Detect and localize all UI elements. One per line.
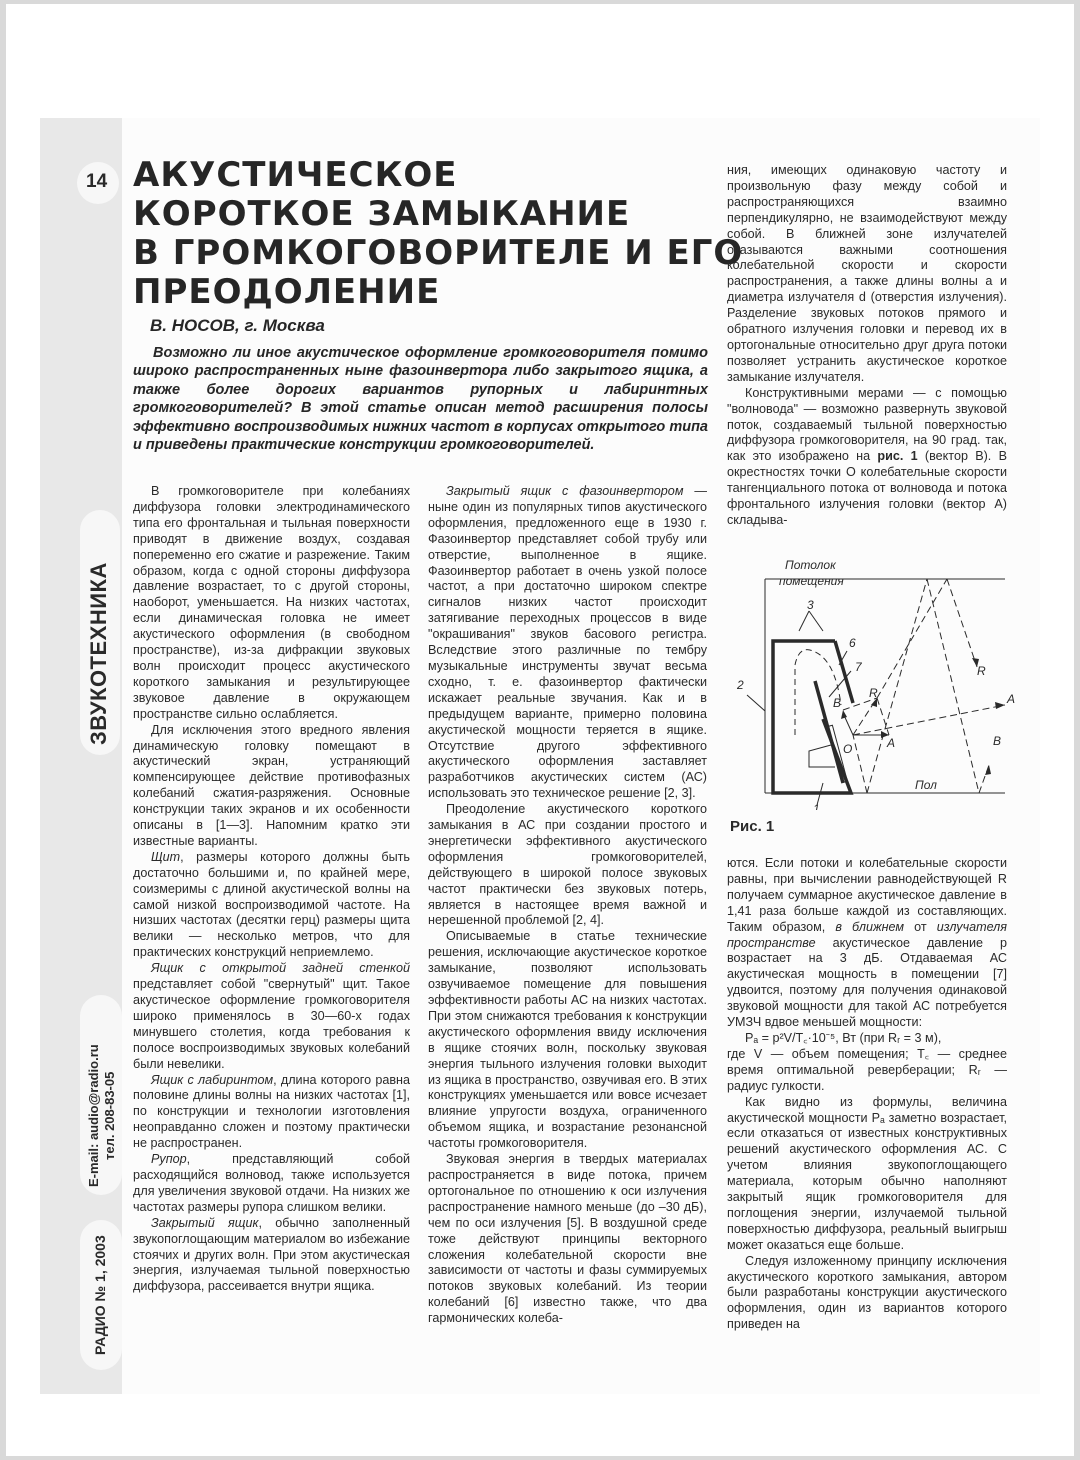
speaker-diagram	[727, 555, 1017, 810]
paragraph: Как видно из формулы, величина акустической мощности Pₐ заметно возрастает, если отказаться от известных конструктивных решений акустического оформления АС. С учетом влияния звукопоглощающего материала, которым обычно наполняют закрытый ящик громкоговорителя для поглощения энергии, излучаемой тыльной поверхностью диффузора, реальный выигрыш может оказаться еще больше.	[727, 1094, 1007, 1252]
label-6: 6	[849, 636, 856, 650]
label-2: 2	[737, 678, 744, 692]
paragraph-text: от	[904, 919, 937, 934]
paragraph: ния, имеющих одинаковую частоту и произвольную фазу между собой и распространяющихся взаимно перпендикулярно, не взаимодействуют между собой. В ближней зоне излучателей оказываются важными соотношения колебательной скорости и скорости распространения, а также длины волны a и диаметра излучателя d (отверстия излучения). Разделение звуковых потоков прямого и обратного излучения головки и перевод их в ортогональные относительно друг друга потоки позволяет устранить акустическое короткое замыкание излучателя.	[727, 163, 1007, 384]
paragraph-text: , обычно заполненный звукопоглощающим материалом во избежание стоячих и других волн. При этом акустическая энергия, излучаемая тыльной поверхностью диффузора, рассеивается внутри ящика.	[133, 1215, 410, 1294]
paragraph-text: , представляющий собой расходящийся волновод, также используется для увеличения звуковой отдачи. На низких же частотах размеры рупора слишком велики.	[133, 1152, 410, 1214]
byline: В. НОСОВ, г. Москва	[150, 316, 325, 335]
paragraph-text: , длина которого равна половине длины волны на низких частотах [1], по конструкции и технологии изготовления неоправданно сложен и поэтому практически не распространен.	[133, 1072, 410, 1151]
paragraph: Для исключения этого вредного явления динамическую головку помещают в акустический экран, устраняющий компенсирующее действие противофазных колебаний сжатия-разряжения. Основные конструкции таких экранов и их особенности описаны в [1—3]. Напомним кратко эти известные варианты.	[133, 722, 410, 848]
paragraph-text: , размеры которого должны быть достаточно большими и, по крайней мере, соизмеримы с длиной акустической волны на самой низкой воспроизводимой частоте. На низших частотах (десятки герц) размеры щита велики — несколько метров, что для практических конструкций неприемлемо.	[133, 849, 410, 960]
paragraph: В громкоговорителе при колебаниях диффузора головки электродинамического типа его фронтальная и тыльная поверхности приводят в движение воздух, создавая попеременно его сжатие и разрежение. Таким образом, когда с одной стороны диффузора давление возрастает, то с другой стороны, наоборот, уменьшается. На низких частотах, если динамическая головка не имеет акустического оформления (в свободном пространстве), из-за дифракции звуковых волн происходит процесс акустического короткого замыкания и результирующее звуковое давление в окружающем пространстве сильно ослабляется.	[133, 484, 410, 721]
paragraph	[133, 1073, 410, 1153]
page-number: 14	[86, 171, 108, 192]
label-ceiling: Потолок	[785, 558, 836, 572]
label-vector-r-small: R	[869, 686, 878, 700]
term: Щит	[151, 849, 181, 864]
label-vector-a-small: A	[887, 736, 896, 750]
label-3: 3	[807, 598, 814, 612]
section-label: ЗВУКОТЕХНИКА	[86, 562, 111, 745]
power-formula: Pₐ = p²V/T꜀·10⁻⁵, Вт (при Rᵣ = 3 м),	[745, 1030, 942, 1045]
paragraph	[727, 386, 1007, 529]
paragraph	[133, 1152, 410, 1216]
title-line: ПРЕОДОЛЕНИЕ	[133, 272, 441, 312]
label-1: 1	[813, 802, 820, 810]
column-3-bottom	[727, 856, 1007, 1333]
term: Рупор	[151, 1152, 187, 1167]
figure-1-diagram	[727, 555, 1017, 810]
term: Закрытый ящик	[151, 1215, 259, 1230]
label-floor: Пол	[915, 778, 937, 792]
label-7: 7	[855, 660, 862, 674]
article-title	[133, 155, 744, 312]
label-point-o: O	[843, 742, 853, 756]
term: Закрытый ящик с фазоинвертором	[446, 484, 684, 498]
label-vector-a: A	[1007, 692, 1016, 706]
lead-paragraph: Возможно ли иное акустическое оформление громкоговорителя помимо широко распространенных ныне фазоинвертора либо закрытого ящика, а также более дорогих вариантов рупорных и лабиринтных громкоговорителей? В этой статье описан метод расширения полосы эффективно воспроизводимых нижних частот в корпусах открытого типа и приведены практические конструкции громкоговорителей.	[133, 345, 708, 454]
paragraph	[727, 856, 1007, 1031]
paragraph-text: Конструктивными мерами — с помощью "волновода" — возможно развернуть звуковой поток, создаваемый тыльной поверхностью диффузора громкоговорителя, на 90 град. так, как это изображено на	[727, 385, 1007, 464]
title-line: АКУСТИЧЕСКОЕ	[133, 155, 458, 195]
paragraph-text: ются. Если потоки и колебательные скорости равны, при вычислении равнодействующей R получаем суммарное акустическое давление в 1,41 раза больше каждой из составляющих. Таким образом,	[727, 856, 1007, 934]
emphasis: излучателя пространстве	[727, 919, 1008, 950]
contact-email: E-mail: audio@radio.ru	[86, 1044, 101, 1187]
column-3-top	[727, 163, 1007, 529]
column-1	[133, 484, 410, 1295]
left-margin-strip	[40, 118, 122, 1394]
term: Ящик с лабиринтом	[151, 1072, 274, 1087]
contact-phone: тел. 208-83-05	[102, 1071, 117, 1160]
issue-label: РАДИО № 1, 2003	[92, 1235, 108, 1355]
figure-caption: Рис. 1	[730, 818, 775, 835]
paragraph	[428, 484, 707, 802]
paragraph-text: акустическое давление р возрастает на 3 дБ. Отдаваемая АС акустическая мощность в помещении [7] удвоится, поэтому для получения одинаковой звуковой мощности для такой АС потребуется УМЗЧ вдвое меньшей мощности:	[727, 935, 1007, 1030]
emphasis: в ближнем	[835, 919, 905, 934]
label-vector-r: R	[977, 664, 986, 678]
paragraph: Описываемые в статье технические решения, исключающие акустическое короткое замыкание, позволяют использовать озвучиваемое помещение для повышения эффективности работы АС на низких частотах. При этом снижаются требования к конструкции акустического оформления ввиду исключения в ящике стоячих волн, поскольку звуковая энергия тыльного излучения головки выходит из ящика в пространство, озвучивая его. В этих конструкциях уменьшается или вовсе исчезает влияние упругости воздуха, ограниченного объемом ящика, и возрастание резонансной частоты громкоговорителя.	[428, 929, 707, 1151]
paragraph: где V — объем помещения; T꜀ — среднее время оптимальной реверберации; Rᵣ — радиус гулкости.	[727, 1046, 1007, 1093]
paragraph	[133, 850, 410, 961]
paragraph-text: представляет собой "свернутый" щит. Такое акустическое оформление громкоговорителя широко применялось в 30—60-х годах минувшего столетия, когда требования к полосе воспроизводимых звуковых колебаний были невелики.	[133, 977, 410, 1071]
term: Ящик с открытой задней стенкой	[151, 961, 410, 976]
paragraph	[133, 1216, 410, 1296]
figure-reference: рис. 1	[877, 449, 918, 464]
title-line: В ГРОМКОГОВОРИТЕЛЕ И ЕГО	[133, 233, 744, 273]
label-ceiling-room: помещения	[779, 574, 844, 588]
paragraph: Следуя изложенному принципу исключения акустического короткого замыкания, автором были разработаны конструкции акустического оформления, один из вариантов которого приведен на	[727, 1253, 1007, 1332]
label-vector-b-small: B	[833, 696, 842, 710]
paragraph: Звуковая энергия в твердых материалах распространяется в виде потока, причем ортогональное по отношению к оси излучения распространение намного меньше (до –30 дБ), чем по оси излучения [5]. В воздушной среде тоже действуют принципы векторного сложения колебательной скорости вне зависимости от частоты и фазы суммируемых потоков звуковых колебаний. Из теории колебаний [6] известно также, что два гармонических колеба-	[428, 1152, 707, 1326]
paragraph	[133, 961, 410, 1072]
paragraph-text: — ныне один из популярных типов акустического оформления, предложенного еще в 1930 г. Фазоинвертор представляет собой трубу или отверстие, выполненное в ящике. Фазоинвертор работает в очень узкой полосе частот, а при достаточно широком спектре сигналов низких частот происходит затягивание переходных процессов в виде "окрашивания" звуков басового регистра. Вследствие этого различные по тембру музыкальные инструменты звучат весьма сходно, т. е. фазоинвертор фактически искажает реальные звучания. Как и в предыдущем варианте, примерно половина акустической мощности теряется в ящике. Отсутствие другого эффективного акустического оформления заставляет разработчиков акустических систем (АС) использовать это техническое решение [2, 3].	[428, 484, 707, 801]
column-2	[428, 484, 707, 1327]
paragraph: Преодоление акустического короткого замыкания в АС при создании простого и энергетически эффективного акустического оформления громкоговорителей, действующего в широкой полосе звуковых частот практически без звуковых потерь, является в настоящее время важной и нерешенной проблемой [2, 4].	[428, 802, 707, 928]
label-vector-b: B	[993, 734, 1002, 748]
title-line: КОРОТКОЕ ЗАМЫКАНИЕ	[133, 194, 631, 234]
paragraph-text: (вектор B). В окрестностях точки O колебательные скорости тангенциального потока от волновода и потока фронтального излучения головки (вектор A) складыва-	[727, 449, 1007, 527]
